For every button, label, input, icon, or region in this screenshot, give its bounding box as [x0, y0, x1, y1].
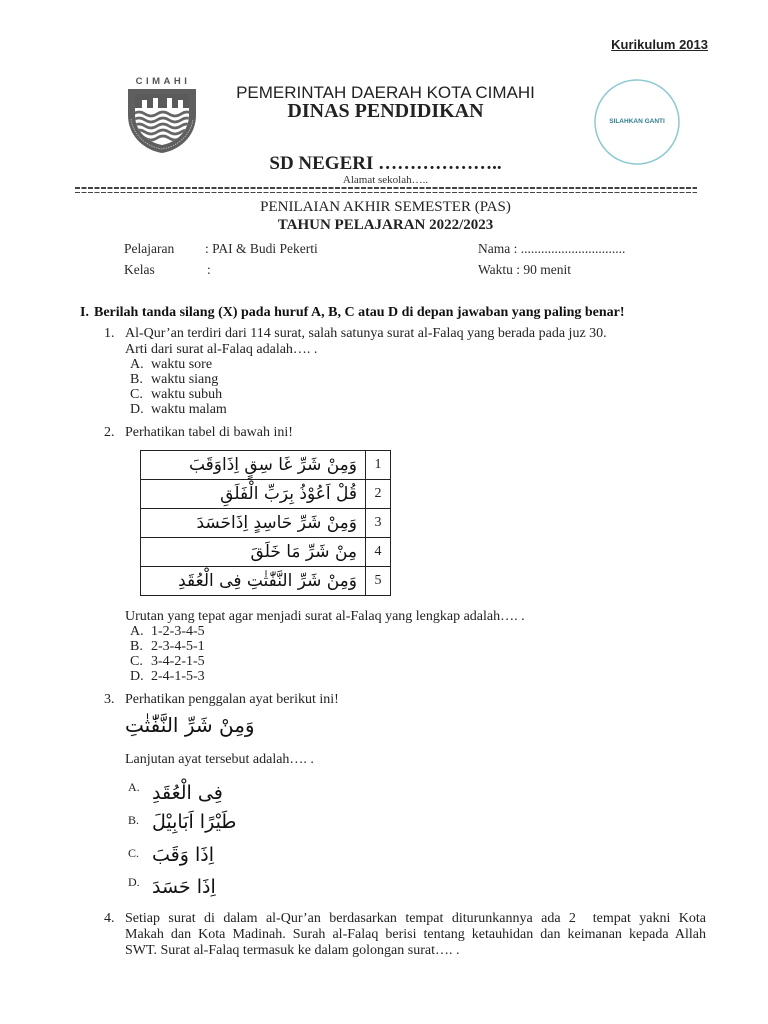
option-label: B.: [130, 372, 143, 387]
curriculum-label: Kurikulum 2013: [611, 37, 708, 52]
table-row: [141, 509, 391, 538]
question-text-line: Arti dari surat al-Falaq adalah…. .: [125, 342, 318, 357]
student-name-field: Nama : ...............................: [478, 241, 626, 256]
option-label: B.: [130, 639, 143, 654]
section-number: I.: [80, 305, 89, 320]
verse-number: 2: [366, 480, 391, 509]
question-number: 3.: [104, 692, 115, 707]
verse-number: 5: [366, 567, 391, 596]
option-text: 2-4-1-5-3: [151, 669, 205, 684]
arabic-verse: وَمِنْ شَرِّ غَا سِقٍ اِذَاوَقَبَ: [188, 455, 357, 475]
arabic-verse: قُلْ اَعُوْذُ بِرَبِّ الْفَلَقِ: [220, 484, 357, 504]
question-text-line: Al-Qur’an terdiri dari 114 surat, salah satunya surat al-Falaq yang berada pada juz 30.: [125, 326, 607, 341]
verse-cell: [141, 567, 366, 596]
option-text: 2-3-4-5-1: [151, 639, 205, 654]
header-divider: [75, 187, 697, 193]
emblem-city-text: CIMAHI: [135, 76, 191, 87]
arabic-option-text: اِذَا حَسَدَ: [152, 876, 216, 898]
option-text: 3-4-2-1-5: [151, 654, 205, 669]
option-text: 1-2-3-4-5: [151, 624, 205, 639]
table-row: [141, 451, 391, 480]
verse-order-table: [140, 450, 391, 596]
question-number: 2.: [104, 425, 115, 440]
arabic-verse: وَمِنْ شَرِّ حَاسِدٍ اِذَاحَسَدَ: [196, 513, 357, 533]
table-row: [141, 567, 391, 596]
question-text-line: Setiap surat di dalam al-Qur’an berdasarkan tempat diturunkannya ada 2 tempat yakni Kota: [125, 911, 706, 926]
subject-label: Pelajaran: [124, 241, 175, 256]
school-logo-text: SILAHKAN GANTI: [609, 118, 665, 125]
school-address: Alamat sekolah…..: [342, 174, 429, 186]
section-instruction: Berilah tanda silang (X) pada huruf A, B, C atau D di depan jawaban yang paling benar!: [94, 305, 625, 320]
option-label: C.: [130, 387, 143, 402]
option-label: A.: [128, 780, 140, 794]
option-label: C.: [128, 846, 140, 860]
academic-year: TAHUN PELAJARAN 2022/2023: [277, 217, 494, 233]
question-number: 1.: [104, 326, 115, 341]
city-emblem-logo: [125, 75, 199, 153]
exam-title: PENILAIAN AKHIR SEMESTER (PAS): [260, 199, 511, 215]
table-row: [141, 538, 391, 567]
question-text: Perhatikan tabel di bawah ini!: [125, 425, 293, 440]
arabic-option-text: طَيْرًا اَبَابِيْلَ: [152, 811, 237, 833]
option-label: A.: [130, 624, 144, 639]
arabic-option-text: اِذَا وَقَبَ: [152, 844, 214, 866]
option-label: D.: [128, 875, 140, 889]
government-title: PEMERINTAH DAERAH KOTA CIMAHI: [236, 83, 535, 102]
option-text: waktu siang: [151, 372, 219, 387]
arabic-verse: مِنْ شَرِّ مَا خَلَقَ: [250, 542, 357, 562]
subject-value: : PAI & Budi Pekerti: [205, 241, 318, 256]
question-followup: Urutan yang tepat agar menjadi surat al-Falaq yang lengkap adalah…. .: [125, 609, 525, 624]
verse-cell: [141, 538, 366, 567]
office-title: DINAS PENDIDIKAN: [287, 100, 484, 122]
option-text: waktu sore: [151, 357, 213, 372]
arabic-verse-excerpt: وَمِنْ شَرِّ النَّفّٰثٰتِ: [125, 713, 255, 737]
verse-number: 4: [366, 538, 391, 567]
school-logo-placeholder: [591, 78, 683, 166]
question-number: 4.: [104, 911, 115, 926]
school-name: SD NEGERI ………………..: [269, 153, 502, 174]
class-value: :: [207, 262, 211, 277]
option-label: A.: [130, 357, 144, 372]
option-label: B.: [128, 813, 140, 827]
verse-cell: [141, 509, 366, 538]
arabic-option-text: فِى الْعُقَدِ: [152, 782, 223, 804]
verse-cell: [141, 451, 366, 480]
time-field: Waktu : 90 menit: [478, 262, 572, 277]
class-label: Kelas: [124, 262, 155, 277]
option-label: C.: [130, 654, 143, 669]
question-text-line: Makah dan Kota Madinah. Surah al-Falaq berisi tentang ketauhidan dan keimanan kepada Allah: [125, 927, 706, 942]
table-row: [141, 480, 391, 509]
verse-number: 3: [366, 509, 391, 538]
verse-cell: [141, 480, 366, 509]
question-text-line: SWT. Surat al-Falaq termasuk ke dalam golongan surat…. .: [125, 943, 460, 958]
option-text: waktu subuh: [151, 387, 223, 402]
question-followup: Lanjutan ayat tersebut adalah…. .: [125, 752, 314, 767]
option-label: D.: [130, 669, 144, 684]
verse-number: 1: [366, 451, 391, 480]
option-text: waktu malam: [151, 402, 227, 417]
question-text: Perhatikan penggalan ayat berikut ini!: [125, 692, 339, 707]
option-label: D.: [130, 402, 144, 417]
arabic-verse: وَمِنْ شَرِّ النَّفّٰثٰتِ فِى الْعُقَدِ: [178, 571, 357, 591]
